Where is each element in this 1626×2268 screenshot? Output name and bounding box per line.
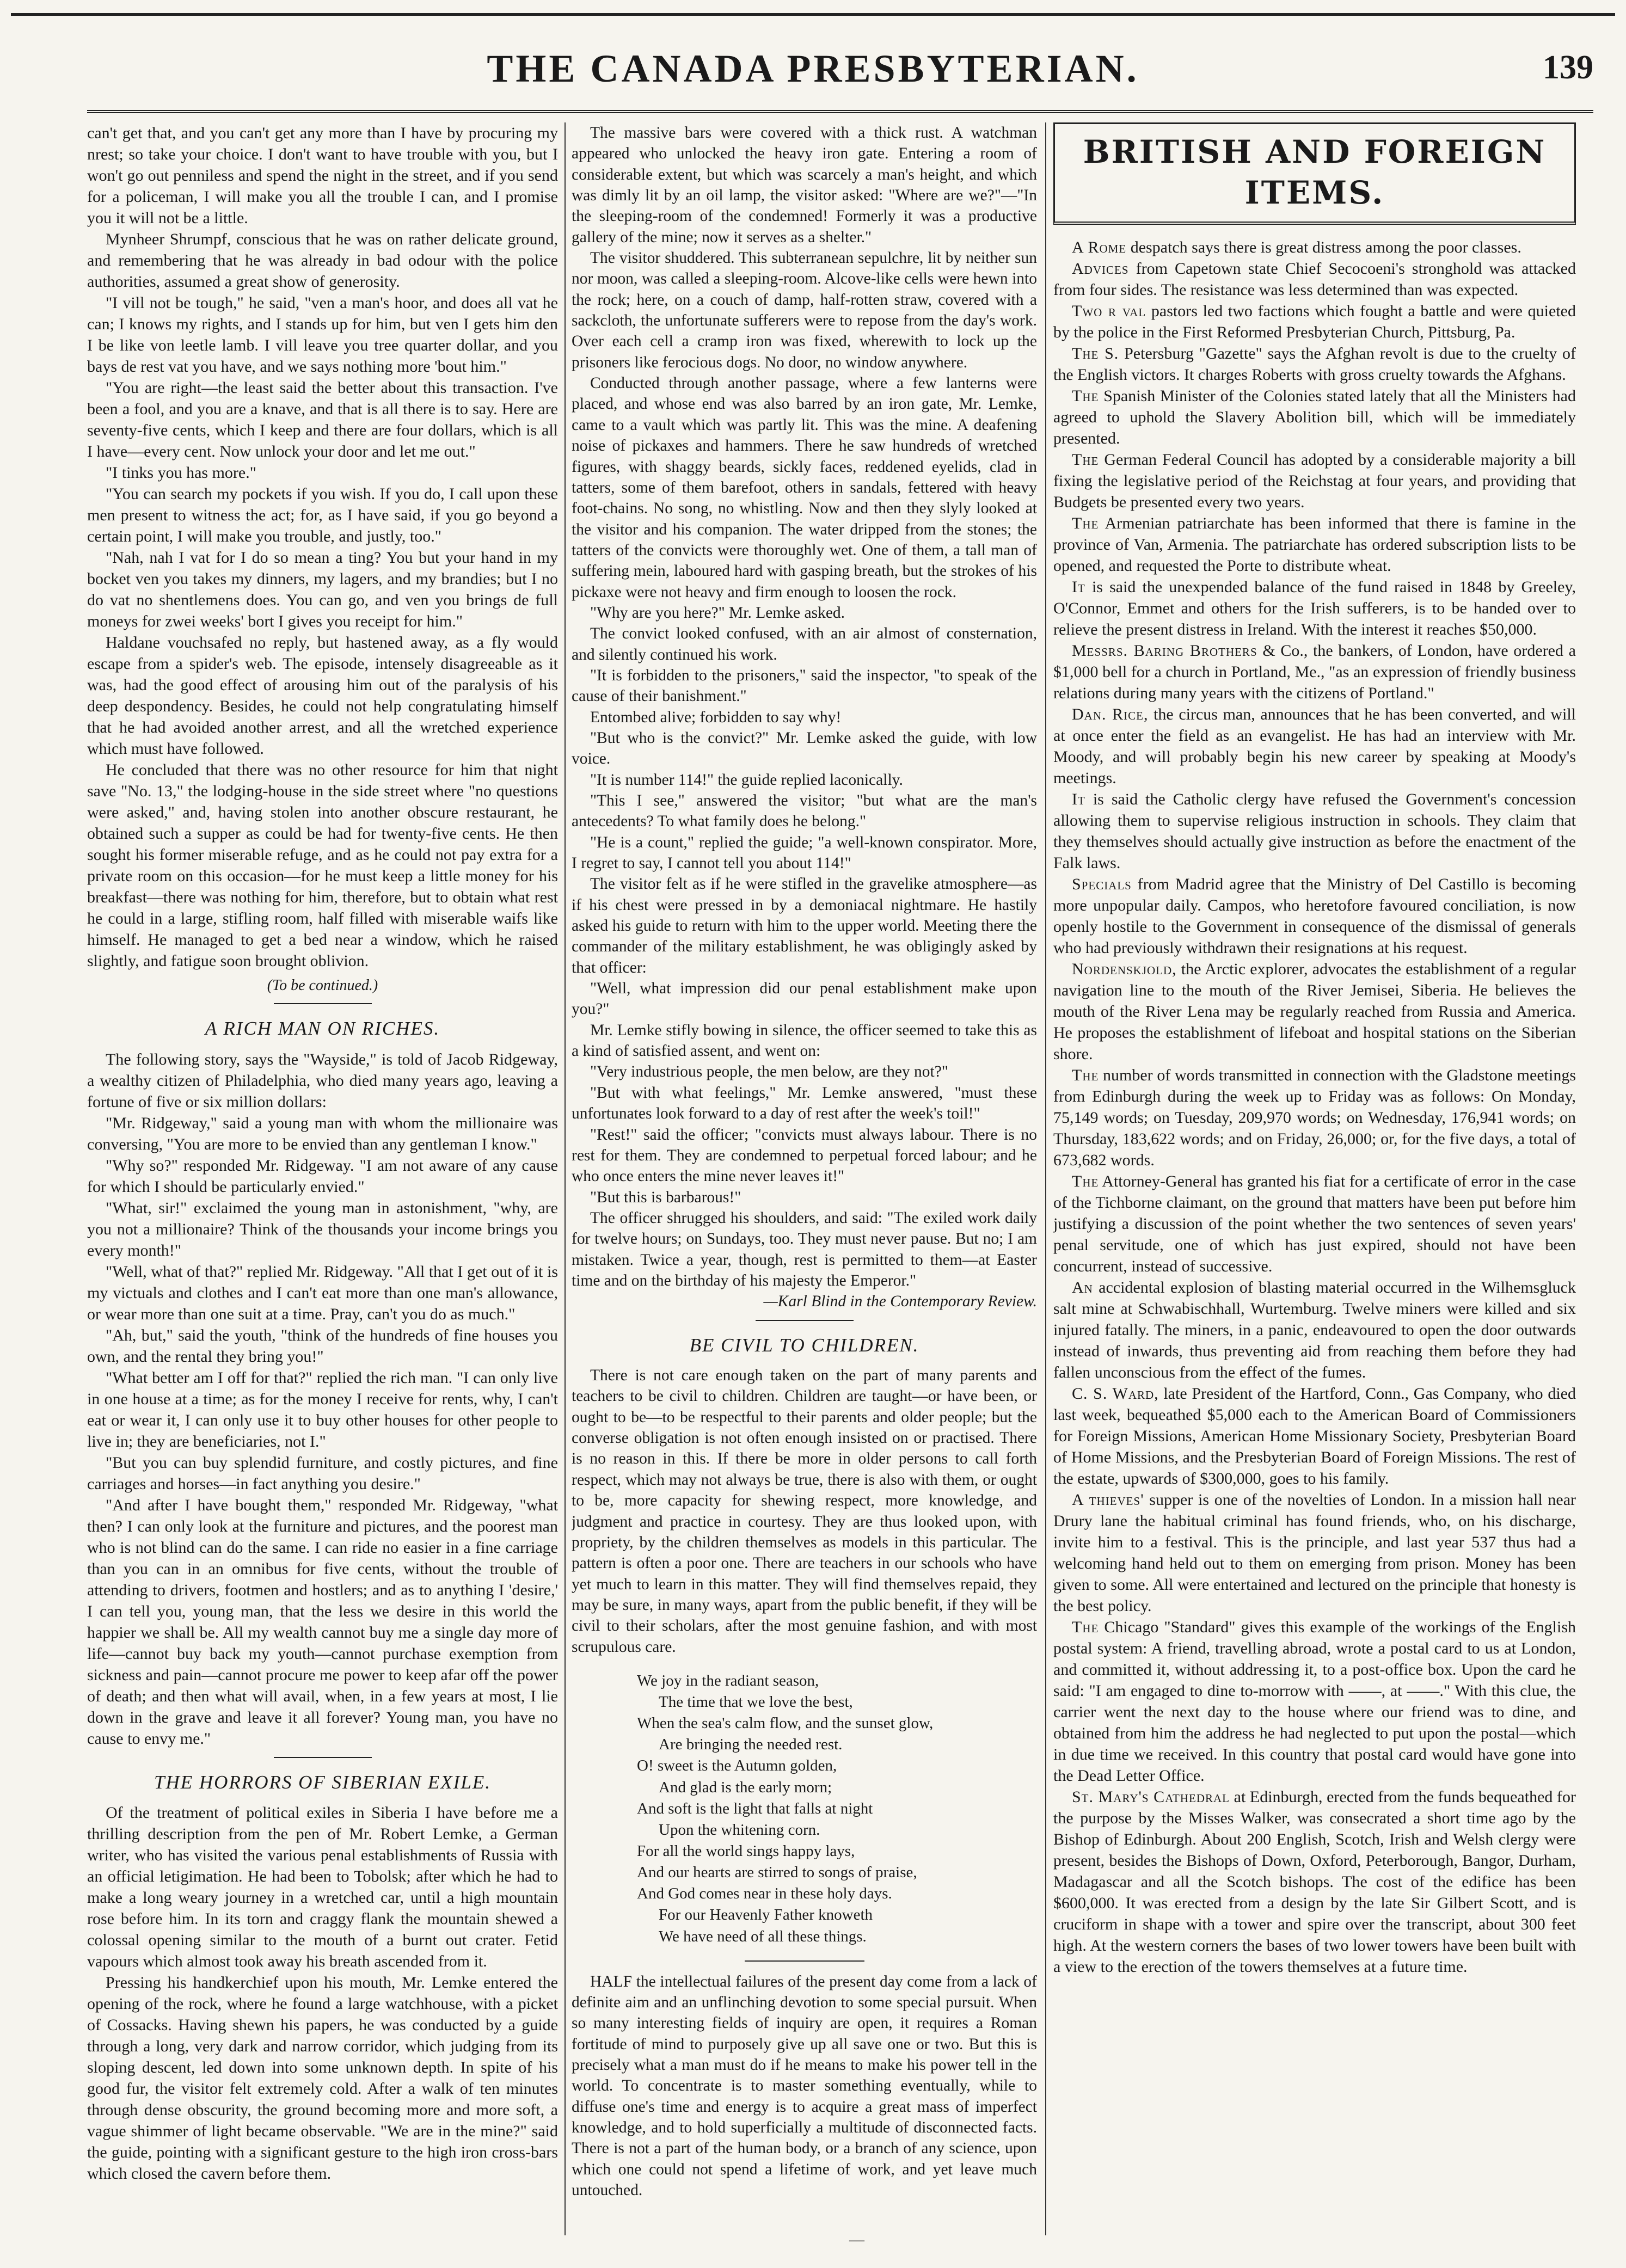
poem-line: For all the world sings happy lays, xyxy=(637,1842,855,1860)
civil-article xyxy=(572,1365,1037,1657)
news-item-lead: Specials xyxy=(1072,875,1132,893)
news-item xyxy=(1053,300,1576,343)
news-item xyxy=(1053,513,1576,576)
section-rule xyxy=(745,1960,864,1962)
section-rule xyxy=(274,1003,372,1004)
newspaper-title: THE CANADA PRESBYTERIAN. xyxy=(487,47,1139,90)
news-item-text: Petersburg "Gazette" says the Afghan revolt is due to the cruelty of the English victors. It charges Roberts with gross cruelty towards the Afghans. xyxy=(1053,344,1576,384)
heading-text: BRITISH AND FOREIGN ITEMS. xyxy=(1083,133,1547,212)
news-item-lead: The xyxy=(1072,450,1099,469)
paragraph: Haldane vouchsafed no reply, but hastened away, as a fly would escape from a spider's web. The episode, intensely disagreeable as it was, had the good effect of arousing him out of the paralysis of his deep despondency. Besides, he could not help congratulating himself that he had avoided another arrest, and all the wretched experience which must have followed. xyxy=(87,634,558,758)
paragraph: Entombed alive; forbidden to say why! xyxy=(590,708,842,726)
news-item-lead: It xyxy=(1072,577,1085,596)
paragraph: There is not care enough taken on the part of many parents and teachers to be civil to children. Children are taught—or have been, or ought to be—to be respectful to their parents and older people; but the converse obligation is not often enough insisted on or practised. There is no reason in this. If there be more in older persons to call forth respect, which may not always be true, there is also with them, or ought to be, more capacity for shewing respect, more knowledge, and judgment and practice in courtesy. They are thus looked upon, with propriety, by the children themselves as models in this particular. The pattern is often a poor one. There are teachers in our schools who have yet much to learn in this matter. They will find themselves repaid, they may be sure, in many ways, apart from the public benefit, if they will be civil to their scholars, after the most genuine fashion, and with most scrupulous care. xyxy=(572,1367,1037,1656)
paragraph: can't get that, and you can't get any more than I have by procuring my nrest; so take your choice. I don't want to have trouble with you, but I won't go out penniless and spend the night in the street, and if you send for a policeman, I will make you all the trouble I can, and I promise you it will not be a little. xyxy=(87,124,558,227)
poem-line: Upon the whitening corn. xyxy=(659,1821,820,1839)
news-item-lead: The xyxy=(1072,514,1099,532)
poem-line: And our hearts are stirred to songs of praise, xyxy=(637,1864,917,1882)
siberian-heading: THE HORRORS OF SIBERIAN EXILE. xyxy=(154,1771,491,1793)
news-item-text: despatch says there is great distress among the poor classes. xyxy=(1126,238,1521,256)
paragraph: "But you can buy splendid furniture, and costly pictures, and fine carriages and horses—in fact anything you desire." xyxy=(87,1453,558,1493)
poem-line: And glad is the early morn; xyxy=(659,1778,832,1796)
paragraph: The following story, says the "Wayside," is told of Jacob Ridgeway, a wealthy citizen of Philadelphia, who died many years ago, leaving a fortune of five or six million dollars: xyxy=(87,1050,558,1111)
news-item-text: is said the unexpended balance of the fund raised in 1848 by Greeley, O'Connor, Emmet and others for the Irish sufferers, is to be handed over to relieve the present distress in Ireland. With the interest it reaches $50,000. xyxy=(1053,577,1576,638)
news-item xyxy=(1053,874,1576,958)
news-item-text: at Edinburgh, erected from the funds bequeathed for the purpose by the Misses Walker, was consecrated a short time ago by the Bishop of Edinburgh. About 200 English, Scotch, Irish and Welsh clergy were present, besides the Bishops of Down, Oxford, Peterborough, Bangor, Durham, Madagascar and all the Scotch bishops. The cost of the edifice has been $600,000. It was erected from a design by the late Sir Gilbert Scott, and is cruciform in shape with a tower and spire over the transcript, about 300 feet high. At the western corners the bases of two lower towers have been built with a view to the erection of the towers themselves at a future time. xyxy=(1053,1787,1576,1976)
to-be-continued: (To be continued.) xyxy=(267,977,378,994)
news-item-lead: Dan. Rice, xyxy=(1072,705,1149,723)
news-item xyxy=(1053,258,1576,300)
column-3 xyxy=(1053,122,1576,2246)
paragraph: The officer shrugged his shoulders, and said: "The exiled work daily for twelve hours; on Sundays, too. They must never pause. But no; I am mistaken. Twice a year, though, rest is permitted to them—at Easter time and on the birthday of his majesty the Emperor." xyxy=(572,1209,1037,1289)
paragraph: "Nah, nah I vat for I do so mean a ting? You but your hand in my bocket ven you takes my dinners, my lagers, and my brandies; but I no do vat no shentlemens does. You can go, and ven you brings de full moneys for zwei weeks' bort I gives you receipt for him." xyxy=(87,549,558,630)
paragraph: "But with what feelings," Mr. Lemke answered, "must these unfortunates look forward to a day of rest after the week's toil!" xyxy=(572,1084,1037,1123)
section-rule xyxy=(756,1320,854,1321)
paragraph: Of the treatment of political exiles in Siberia I have before me a thrilling description from the pen of Mr. Robert Lemke, a German writer, who has visited the various penal establishments of Russia with an official letigimation. He had been to Tobolsk; after which he had to make a long weary journey in a wretched car, until a high mountain rose before him. In its torn and craggy flank the mountain shewed a colossal opening similar to the mouth of a burnt out crater. Fetid vapours which almost took away his breath ascended from it. xyxy=(87,1804,558,1971)
masthead xyxy=(33,46,1593,106)
news-item xyxy=(1053,1171,1576,1277)
news-item-lead: C. S. Ward, xyxy=(1072,1384,1159,1403)
news-item-lead: Nordenskjold, xyxy=(1072,960,1177,978)
paragraph: "Ah, but," said the youth, "think of the hundreds of fine houses you own, and the rental they bring you!" xyxy=(87,1326,558,1366)
poem-line: Are bringing the needed rest. xyxy=(659,1736,843,1754)
paragraph: "It is forbidden to the prisoners," said the inspector, "to speak of the cause of their banishment." xyxy=(572,666,1037,705)
news-item-text: accidental explosion of blasting material occurred in the Wilhemsgluck salt mine at Schwabischhall, Wurtemburg. Twelve miners were killed and six injured fatally. The miners, in a panic, endeavoured to open the door outwards instead of inwards, thus preventing aid from reaching them before they had fallen unconscious from the effect of the fumes. xyxy=(1053,1278,1576,1381)
paragraph: The visitor felt as if he were stifled in the gravelike atmosphere—as if his chest were pressed in by a demoniacal nightmare. He hastily asked his guide to return with him to the upper world. Meeting there the commander of the military establishment, he was obligingly asked by that officer: xyxy=(572,875,1037,976)
paragraph: "What, sir!" exclaimed the young man in astonishment, "why, are you not a millionaire? Think of the thousands your income brings you every month!" xyxy=(87,1198,558,1259)
news-item xyxy=(1053,704,1576,789)
siberian-continuation xyxy=(572,122,1037,1291)
paragraph: "He is a count," replied the guide; "a well-known conspirator. More, I regret to say, I cannot tell you about 114!" xyxy=(572,833,1037,872)
paragraph: "You are right—the least said the better about this transaction. I've been a fool, and you are a knave, and that is all there is to say. Here are seventy-five cents, which I keep and there are four dollars, which is all I have—every cent. Now unlock your door and let me out." xyxy=(87,379,558,460)
news-item-text: Spanish Minister of the Colonies stated lately that all the Ministers had agreed to uphold the Slavery Abolition bill, which will be immediately presented. xyxy=(1053,386,1576,447)
byline: —Karl Blind in the Contemporary Review. xyxy=(763,1293,1037,1311)
news-item-text: pastors led two factions which fought a battle and were quieted by the police in the First Reformed Presbyterian Church, Pittsburg, Pa. xyxy=(1053,302,1576,341)
paragraph: "I vill not be tough," he said, "ven a man's hoor, and does all vat he can; I knows my rights, and I stands up for him, but ven I gets him den I be like von leetle lamb. I vill leave you tree quarter dollar, and you bays de rest vat you have, and we says nothing more 'bout him." xyxy=(87,294,558,376)
news-item-text: from Capetown state Chief Secocoeni's stronghold was attacked from four sides. The resistance was less determined than was expected. xyxy=(1053,259,1576,299)
news-item-text: late President of the Hartford, Conn., Gas Company, who died last week, bequeathed $5,000 each to the American Board of Commissioners for Foreign Missions, American Home Missionary Society, Presbyterian Board of Home Missions, and the Presbyterian Board of Foreign Missions. The rest of the estate, upwards of $300,000, goes to his family. xyxy=(1053,1384,1576,1488)
news-item xyxy=(1053,958,1576,1065)
news-item-text: is said the Catholic clergy have refused the Government's concession allowing them to supervise religious instruction in schools. They claim that they themselves should actually give instruction as before the enactment of the Falk laws. xyxy=(1053,790,1576,872)
news-item-lead: The xyxy=(1072,1172,1099,1190)
news-item-text: Armenian patriarchate has been informed that there is famine in the province of Van, Armenia. The patriarchate has ordered subscription lists to be opened, and requested the Porte to distribute wheat. xyxy=(1053,514,1576,575)
news-item-text: Attorney-General has granted his fiat for a certificate of error in the case of the Tichborne claimant, on the ground that matters have been put before him justifying a discussion of the point whether the two sentences of seven years' penal servitude, one of which has just expired, should not have been concurrent, instead of successive. xyxy=(1053,1172,1576,1275)
half-paragraph: HALF the intellectual failures of the present day come from a lack of definite aim and an unflinching devotion to some special pursuit. When so many interesting fields of inquiry are open, it requires a Roman fortitude of mind to purposely give up all save one or two. But this is precisely what a man must do if he means to make his power tell in the world. To concentrate is to master something eventually, while to diffuse one's time and energy is to acquire a great mass of imperfect knowledge, and to hold superficially a multitude of disconnected facts. There is not a part of the human body, or a branch of any science, upon which one could not spend a lifetime of work, and yet leave much untouched. xyxy=(572,1972,1037,2199)
paragraph: "But this is barbarous!" xyxy=(590,1188,741,1206)
paragraph: "Rest!" said the officer; "convicts must always labour. There is no rest for them. They are condemned to perpetual forced labour; and he who once enters the mine never leaves it!" xyxy=(572,1126,1037,1185)
news-item-text: German Federal Council has adopted by a considerable majority a bill fixing the legislative period of the Reichstag at four years, and providing that Budgets be presented every two years. xyxy=(1053,450,1576,511)
news-item xyxy=(1053,789,1576,874)
british-foreign-heading xyxy=(1053,122,1576,225)
news-item xyxy=(1053,1277,1576,1383)
poem-line: O! sweet is the Autumn golden, xyxy=(637,1757,837,1775)
news-item-lead: The S. xyxy=(1072,344,1119,362)
news-item xyxy=(1053,385,1576,449)
news-item-lead: A Rome xyxy=(1072,238,1127,256)
news-item-text: Chicago "Standard" gives this example of the workings of the English postal system: A friend, travelling abroad, wrote a postal card to us at London, and committed it, without addressing it, to a post-office box. Upon the card he said: "I am engaged to dine to-morrow with ——, at ——." With this clue, the carrier went the next day to the house where our friend was to dine, and obtained from him the address he had neglected to put upon the postal—which in due time we received. In this country that postal card would have gone into the Dead Letter Office. xyxy=(1053,1618,1576,1785)
news-item-lead: A thieves' xyxy=(1072,1490,1144,1509)
news-item xyxy=(1053,1065,1576,1171)
rich-man-heading: A RICH MAN ON RICHES. xyxy=(205,1018,440,1040)
paragraph: The visitor shuddered. This subterranean sepulchre, lit by neither sun nor moon, was called a sleeping-room. Alcove-like cells were hewn into the rock; here, on a couch of damp, half-rotten straw, covered with a sackcloth, the unfortunate sufferers were to repose from the day's work. Over each cell a cramp iron was fixed, wherewith to lock up the prisoners like ferocious dogs. No door, no window anywhere. xyxy=(572,249,1037,371)
civil-heading: BE CIVIL TO CHILDREN. xyxy=(689,1334,919,1356)
news-item-lead: St. Mary's Cathedral xyxy=(1072,1787,1230,1806)
paragraph: "This I see," answered the visitor; "but what are the man's antecedents? To what family does he belong." xyxy=(572,792,1037,831)
siberian-article xyxy=(87,1802,558,2184)
paragraph: "Why so?" responded Mr. Ridgeway. "I am not aware of any cause for which I should be particularly envied." xyxy=(87,1156,558,1196)
news-item-text: the Arctic explorer, advocates the establishment of a regular navigation line to the mouth of the River Jemisei, Siberia. He believes the mouth of the River Lena may be regularly reached from Russia and America. He proposes the establishment of lifeboat and hospital stations on the Siberian shore. xyxy=(1053,960,1576,1063)
paragraph: "Mr. Ridgeway," said a young man with whom the millionaire was conversing, "You are more to be envied than any gentleman I know." xyxy=(87,1114,558,1153)
paragraph: "Very industrious people, the men below, are they not?" xyxy=(590,1063,948,1081)
news-item xyxy=(1053,640,1576,704)
masthead-rule xyxy=(87,110,1593,113)
news-item-lead: The xyxy=(1072,1066,1099,1084)
paragraph: "Well, what impression did our penal establishment make upon you?" xyxy=(572,980,1037,1018)
poem-line: The time that we love the best, xyxy=(659,1693,853,1711)
news-item-lead: An xyxy=(1072,1278,1093,1296)
column-divider xyxy=(565,122,566,2235)
news-item xyxy=(1053,343,1576,385)
news-item xyxy=(1053,449,1576,513)
section-rule xyxy=(274,1757,372,1758)
news-item-text: the circus man, announces that he has been converted, and will at once enter the field as an evangelist. He has had an interview with Mr. Moody, and will probably begin his new career by speaking at Moody's meetings. xyxy=(1053,705,1576,787)
story-continuation xyxy=(87,122,558,972)
paragraph: He concluded that there was no other resource for him that night save "No. 13," the lodging-house in the side street where "no questions were asked," and, having stolen into another obscure restaurant, he obtained such a supper as could be had for twenty-five cents. He then sought his former miserable refuge, and as he could not pay extra for a private room on this occasion—for he must keep a little money for his breakfast—there was nothing for him, therefore, but to obtain what rest he could in a large, stifling room, half filled with miserable waifs like himself. He managed to get a bed near a window, which he raised slightly, and fatigue soon brought oblivion. xyxy=(87,761,558,970)
paragraph: "You can search my pockets if you wish. If you do, I call upon these men present to witness the act; for, as I have said, if you go beyond a certain point, I will make you trouble, and justly, too." xyxy=(87,485,558,545)
poem-line: For our Heavenly Father knoweth xyxy=(659,1906,873,1924)
paragraph: "And after I have bought them," responded Mr. Ridgeway, "what then? I can only look at the furniture and pictures, and the poorest man who is not blind can do the same. I can ride no easier in a fine carriage than you can in an omnibus for five cents, without the trouble of attending to drivers, footmen and hostlers; and as to anything I 'desire,' I can tell you, young man, that the less we desire in this world the happier we shall be. All my wealth cannot buy me a single day more of life—cannot buy back my youth—cannot purchase exemption from sickness and pain—cannot procure me power to keep afar off the power of death; and then what will avail, when, in a few years at most, I lie down in the grave and leave it all forever? Young man, you have no cause to envy me." xyxy=(87,1496,558,1748)
news-item-lead: The xyxy=(1072,386,1099,405)
poem-line: We have need of all these things. xyxy=(659,1927,867,1945)
news-item-lead: Messrs. Baring Brothers xyxy=(1072,641,1257,660)
news-item xyxy=(1053,1383,1576,1489)
poem-line: And soft is the light that falls at night xyxy=(637,1799,873,1817)
news-item xyxy=(1053,1617,1576,1786)
paragraph: "Well, what of that?" replied Mr. Ridgeway. "All that I get out of it is my victuals and clothes and I can't eat more than one man's allowance, or wear more than one suit at a time. Pray, can't you do as much." xyxy=(87,1262,558,1323)
paragraph: "Why are you here?" Mr. Lemke asked. xyxy=(590,604,845,622)
news-item-lead: It xyxy=(1072,790,1085,808)
poem-line: We joy in the radiant season, xyxy=(637,1671,819,1689)
news-item-text: from Madrid agree that the Ministry of Del Castillo is becoming more unpopular daily. Campos, who heretofore favoured conciliation, is now openly hostile to the Government in consequence of the dismissal of generals who had previously withdrawn their resignations at his request. xyxy=(1053,875,1576,957)
news-item xyxy=(1053,1786,1576,1977)
news-item-lead: Two r val xyxy=(1072,302,1146,320)
news-item-text: number of words transmitted in connection with the Gladstone meetings from Edinburgh during the week up to Friday was as follows: On Monday, 75,149 words; on Tuesday, 209,970 words; on Wednesday, 176,941 words; on Thursday, 183,622 words; and on Friday, 26,000; or, for the five days, a total of 673,682 words. xyxy=(1053,1066,1576,1169)
news-item-text: supper is one of the novelties of London. In a mission hall near Drury lane the habitual criminal has found friends, who, on his discharge, invite him to a festival. This is the principle, and last year 537 thus had a welcoming hand held out to them on emerging from prison. Money has been given to some. All were entertained and lectured on the principle that honesty is the best policy. xyxy=(1053,1490,1576,1615)
news-items xyxy=(1053,237,1576,1977)
paragraph: "I tinks you has more." xyxy=(106,464,256,482)
news-item xyxy=(1053,576,1576,640)
page-number: 139 xyxy=(1543,49,1593,86)
column-1 xyxy=(87,122,558,2246)
news-item xyxy=(1053,237,1576,258)
column-2 xyxy=(572,122,1037,2246)
paragraph: The convict looked confused, with an air almost of consternation, and silently continued his work. xyxy=(572,625,1037,663)
rich-man-article xyxy=(87,1049,558,1749)
news-item-lead: The xyxy=(1072,1618,1099,1636)
paragraph: "It is number 114!" the guide replied laconically. xyxy=(590,771,903,789)
paragraph: "What better am I off for that?" replied the rich man. "I can only live in one house at a time; as for the money I receive for rents, why, I can't eat or wear it, I can only use it to buy other houses for other people to live in; they are beneficiaries, not I." xyxy=(87,1368,558,1450)
news-item-text: & Co., the bankers, of London, have ordered a $1,000 bell for a church in Portland, Me., "as an expression of friendly business relations during many years with the citizens of Portland." xyxy=(1053,641,1576,702)
poem xyxy=(637,1670,1037,1947)
column-divider xyxy=(1045,122,1046,2235)
paragraph: Mynheer Shrumpf, conscious that he was on rather delicate ground, and remembering that he was already in bad odour with the police authorities, assumed a great show of generosity. xyxy=(87,230,558,291)
poem-line: When the sea's calm flow, and the sunset glow, xyxy=(637,1714,934,1732)
news-item xyxy=(1053,1489,1576,1617)
top-rule xyxy=(11,13,1615,16)
news-item-lead: Advices xyxy=(1072,259,1129,278)
poem-line: And God comes near in these holy days. xyxy=(637,1885,892,1903)
paragraph: "But who is the convict?" Mr. Lemke asked the guide, with low voice. xyxy=(572,729,1037,768)
footer-mark: — xyxy=(849,2232,864,2248)
paragraph: Conducted through another passage, where a few lanterns were placed, and whose end was also barred by an iron gate, Mr. Lemke, came to a vault which was partly lit. This was the mine. A deafening noise of pickaxes and hammers. There he saw hundreds of wretched figures, with shaggy beards, sickly faces, reddened eyelids, clad in tatters, some of them barefoot, others in sandals, fettered with heavy foot-chains. No song, no whistling. Now and then they slyly looked at the visitor and his companion. The water dripped from the stones; the tatters of the convicts were thoroughly wet. One of them, a tall man of suffering mein, laboured hard with gasping breath, but the strokes of his pickaxe were not heavy and firm enough to loosen the rock. xyxy=(572,374,1037,601)
paragraph: Pressing his handkerchief upon his mouth, Mr. Lemke entered the opening of the rock, where he found a large watchhouse, with a picket of Cossacks. Having shewn his papers, he was conducted by a guide through a long, very dark and narrow corridor, which judging from its sloping descent, led down into some unknown depth. In spite of his good fur, the visitor felt extremely cold. After a walk of ten minutes through dense obscurity, the ground becoming more and more soft, a vague shimmer of light became observable. "We are in the mine?" said the guide, pointing with a significant gesture to the high iron cross-bars which closed the cavern before them. xyxy=(87,1974,558,2183)
paragraph: Mr. Lemke stifly bowing in silence, the officer seemed to take this as a kind of satisfied assent, and went on: xyxy=(572,1021,1037,1060)
paragraph: The massive bars were covered with a thick rust. A watchman appeared who unlocked the heavy iron gate. Entering a room of considerable extent, but which was scarcely a man's height, and which was dimly lit by an oil lamp, the visitor asked: "Where are we?"—"In the sleeping-room of the condemned! Formerly it was a productive gallery of the mine; now it serves as a shelter." xyxy=(572,124,1037,246)
